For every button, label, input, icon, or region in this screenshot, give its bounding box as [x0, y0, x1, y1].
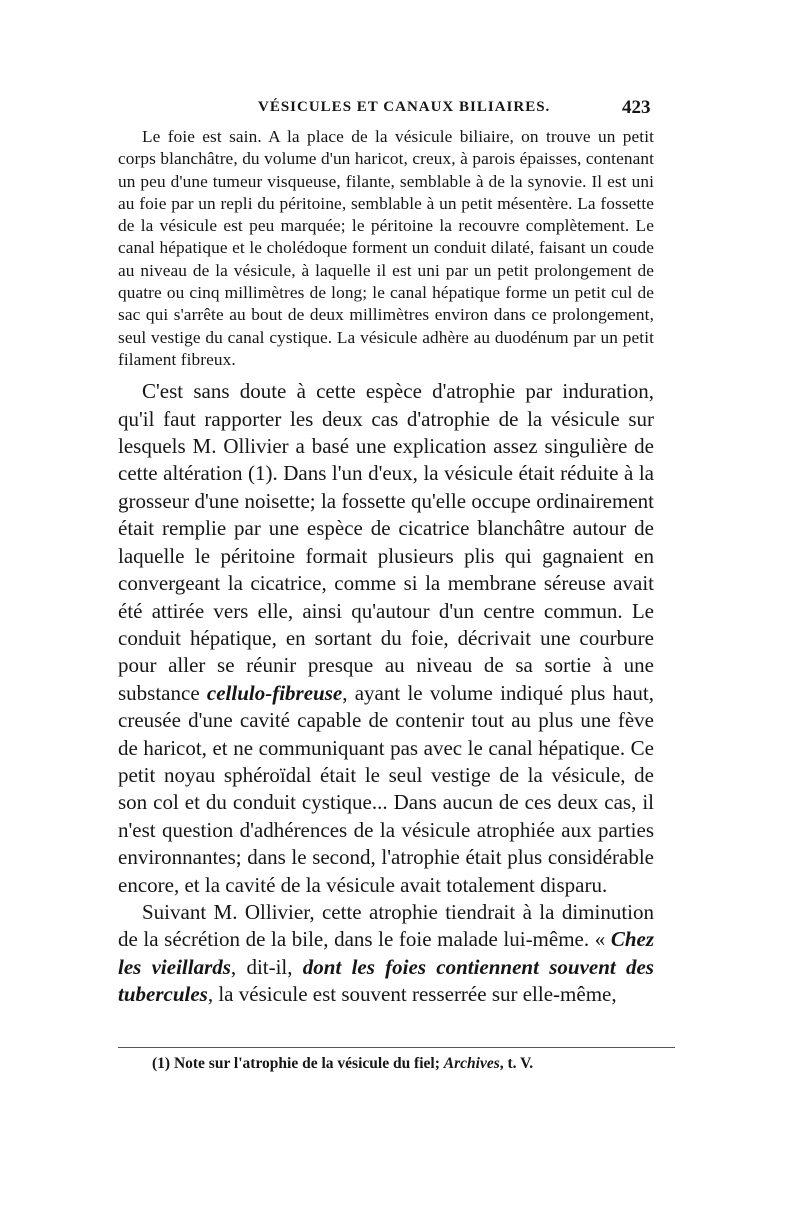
paragraph-ollivier — [118, 899, 654, 1009]
paragraph-atrophy-part-2: , ayant le volume indiqué plus haut, creusée d'une cavité capable de contenir tout au plus une fève de haricot, et ne communiquant pas avec le canal hépatique. Ce petit noyau sphéroïdal était le seul vestige de la vésicule, de son col et du conduit cystique... Dans aucun de ces deux cas, il n'est question d'adhérences de la vésicule atrophiée aux parties environnantes; dans le second, l'atrophie était plus considérable encore, et la cavité de la vésicule avait totalement disparu. — [118, 680, 654, 897]
footnote — [152, 1055, 672, 1073]
footnote-italic: Archives — [443, 1055, 500, 1072]
paragraph-ollivier-italic-2: dont les foies contiennent souvent des tubercules — [118, 954, 654, 1007]
paragraph-ollivier-part-1: Suivant M. Ollivier, cette atrophie tiendrait à la diminution de la sécrétion de la bile, dans le foie malade lui-même. « — [118, 899, 654, 952]
paragraph-atrophy-part-1: C'est sans doute à cette espèce d'atrophie par induration, qu'il faut rapporter les deux cas d'atrophie de la vésicule sur lesquels M. Ollivier a basé une explication assez singulière de cette altération (1). Dans l'un d'eux, la vésicule était réduite à la grosseur d'une noisette; la fossette qu'elle occupe ordinairement était remplie par une espèce de cicatrice blanchâtre autour de laquelle le péritoine formait plusieurs plis qui gagnaient en convergeant la cicatrice, comme si la membrane séreuse avait été attirée vers elle, ainsi qu'autour d'un centre commun. Le conduit hépatique, en sortant du foie, décrivait une courbure pour aller se réunir presque au niveau de sa sortie à une substance — [118, 379, 654, 705]
footnote-divider — [118, 1047, 675, 1048]
main-text — [118, 378, 654, 1008]
page-header — [0, 97, 800, 123]
footnote-text: (1) Note sur l'atrophie de la vésicule du fiel; — [152, 1055, 444, 1072]
paragraph-atrophy-italic: cellulo-fibreuse — [206, 680, 343, 705]
body-text — [118, 126, 654, 1009]
paragraph-ollivier-part-2: , dit-il, — [230, 954, 303, 979]
page-number: 423 — [622, 97, 651, 118]
paragraph-atrophy — [118, 378, 654, 899]
paragraph-ollivier-part-3: , la vésicule est souvent resserrée sur elle-même, — [207, 982, 617, 1007]
case-description — [118, 126, 654, 371]
running-head: VÉSICULES ET CANAUX BILIAIRES. — [258, 99, 551, 115]
paragraph-case: Le foie est sain. A la place de la vésicule biliaire, on trouve un petit corps blanchâtre, du volume d'un haricot, creux, à parois épaisses, contenant un peu d'une tumeur visqueuse, filante, semblable à de la synovie. Il est uni au foie par un repli du péritoine, semblable à un petit mésentère. La fossette de la vésicule est peu marquée; le péritoine la recouvre complètement. Le canal hépatique et le cholédoque forment un conduit dilaté, faisant un coude au niveau de la vésicule, à laquelle il est uni par un petit prolongement de quatre ou cinq millimètres de long; le canal hépatique forme un petit cul de sac qui s'arrête au bout de deux millimètres environ dans ce prolongement, seul vestige du canal cystique. La vésicule adhère au duodénum par un petit filament fibreux. — [118, 127, 654, 369]
footnote-end: , t. V. — [499, 1055, 534, 1072]
paragraph-ollivier-italic-1: Chez les vieillards — [118, 927, 654, 979]
